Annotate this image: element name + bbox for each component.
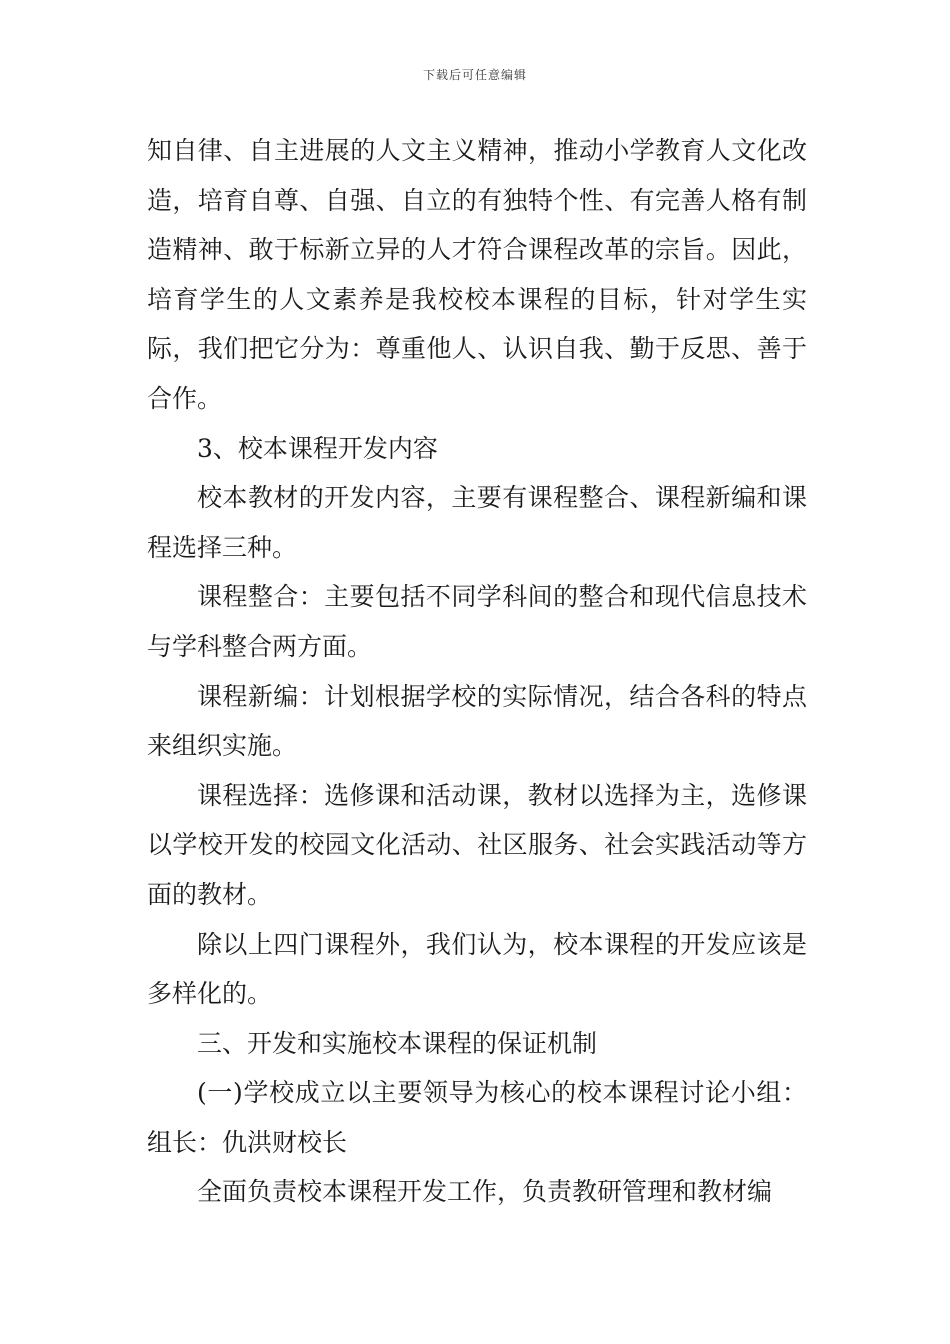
section-heading-guarantee-mechanism: 三、开发和实施校本课程的保证机制 xyxy=(197,1028,598,1058)
section-heading-development-content: 3、校本课程开发内容 xyxy=(197,433,438,463)
paragraph-course-new: 课程新编：计划根据学校的实际情况，结合各科的特点来组织实施。 xyxy=(147,681,807,761)
paragraph-material-content: 校本教材的开发内容，主要有课程整合、课程新编和课程选择三种。 xyxy=(147,483,807,562)
paragraph-research-group: (一)学校成立以主要领导为核心的校本课程讨论小组：组长：仇洪财校长 xyxy=(147,1078,807,1157)
paragraph-course-integration: 课程整合：主要包括不同学科间的整合和现代信息技术与学科整合两方面。 xyxy=(147,582,807,661)
paragraph-course-selection: 课程选择：选修课和活动课，教材以选择为主，选修课以学校开发的校园文化活动、社区服务、社会实践活动等方面的教材。 xyxy=(147,780,807,909)
paragraph-diversity: 除以上四门课程外，我们认为，校本课程的开发应该是多样化的。 xyxy=(147,929,807,1009)
page-header-note: 下载后可任意编辑 xyxy=(422,68,527,82)
document-body xyxy=(147,126,807,1217)
paragraph-responsibility: 全面负责校本课程开发工作，负责教研管理和教材编 xyxy=(197,1177,773,1207)
paragraph-continuation: 知自律、自主进展的人文主义精神，推动小学教育人文化改造，培育自尊、自强、自立的有独特个性、有完善人格有制造精神、敢于标新立异的人才符合课程改革的宗旨。因此，培育学生的人文素养是我校校本课程的目标，针对学生实际，我们把它分为：尊重他人、认识自我、勤于反思、善于合作。 xyxy=(147,136,807,413)
